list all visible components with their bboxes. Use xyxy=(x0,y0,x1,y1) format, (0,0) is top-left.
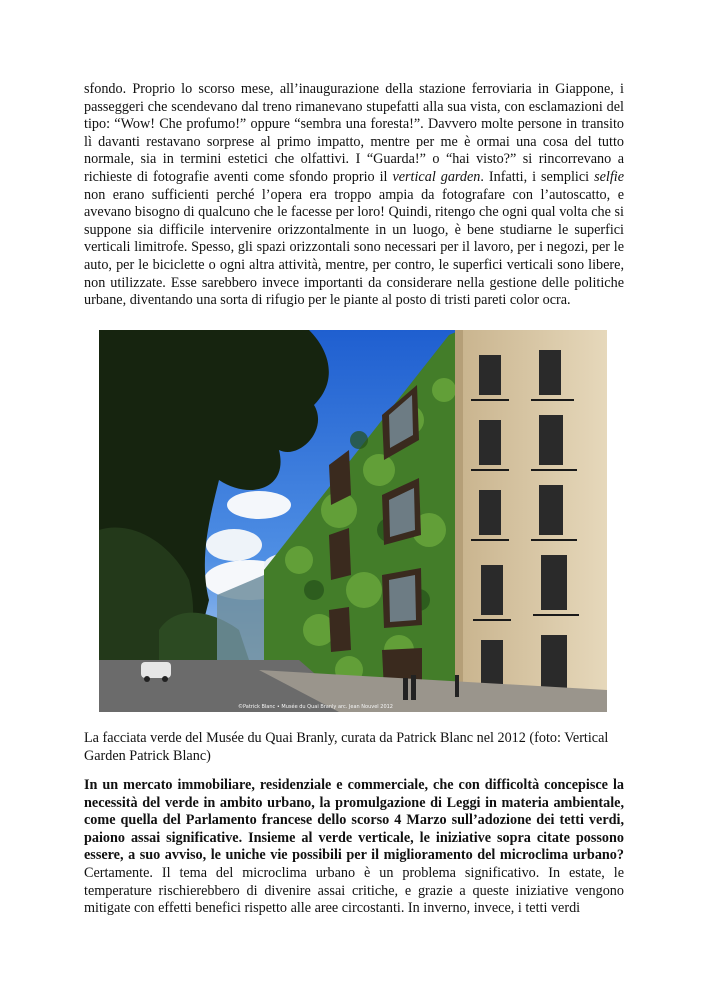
paragraph-text: . Infatti, i semplici xyxy=(480,168,595,185)
italic-term-vertical-garden: vertical garden xyxy=(392,168,481,185)
paragraph-text: sfondo. Proprio lo scorso mese, all’inaugurazione della stazione ferroviaria in Giappone, i passeggeri che scendevano dal treno rimanevano stupefatti alla sua vista, con esclamazioni del tipo: “Wow! Che profumo!” oppure “sembra una foresta!”. Davvero molte persone in transito lì davanti restavano sorprese al primo impatto, mentre per me è ormai una cosa del tutto normale, sia in termini estetici che olfattivi. I “Guarda!” o “hai visto?” si rincorrevano a richieste di fotografie aventi come sfondo proprio il xyxy=(84,81,624,185)
italic-term-selfie: selfie xyxy=(594,168,625,185)
vertical-garden-photo xyxy=(99,330,607,712)
interview-answer: Certamente. Il tema del microclima urbano è un problema significativo. In estate, le temperature rischierebbero di divenire assai critiche, e grazie a queste iniziative vengono mitigate con effetti benefici rispetto alle aree circostanti. In inverno, invece, i tetti verdi xyxy=(84,864,624,917)
interview-question: In un mercato immobiliare, residenziale e commerciale, che con difficoltà concepisce la necessità del verde in ambito urbano, la promulgazione di Leggi in materia ambientale, come quella del Parlamento francese dello scorso 4 Marzo sull’adozione dei tetti verdi, paiono assai significative. Insieme al verde verticale, le iniziative sopra citate possono essere, a suo avviso, le uniche vie possibili per il miglioramento del microclima urbano? xyxy=(84,777,624,864)
body-paragraph-1 xyxy=(84,81,624,310)
paragraph-text: non erano sufficienti perché l’opera era troppo ampia da fotografare con l’autoscatto, e avevano bisogno di qualcuno che le facesse per loro! Quindi, ritengo che ogni qual volta che si suppone sia difficile intervenire orizzontalmente in un luogo, è bene studiarne le superfici verticali limitrofe. Spesso, gli spazi orizzontali sono necessari per il lavoro, per i negozi, per le auto, per le biciclette o ogni altra attività, mentre, per contro, le superfici verticali sono libere, non utilizzate. Esse sarebbero invece importanti da considerare nella gestione delle politiche urbane, diventando una sorta di rifugio per le piante al posto di tristi pareti color ocra. xyxy=(84,186,624,309)
photo-caption: La facciata verde del Musée du Quai Branly, curata da Patrick Blanc nel 2012 (foto: Vertical Garden Patrick Blanc) xyxy=(84,730,609,764)
photo-illustration xyxy=(99,330,607,712)
photo-credit: ©Patrick Blanc • Musée du Quai Branly arc. Jean Nouvel 2012 xyxy=(237,704,393,710)
body-paragraph-2 xyxy=(84,777,624,918)
